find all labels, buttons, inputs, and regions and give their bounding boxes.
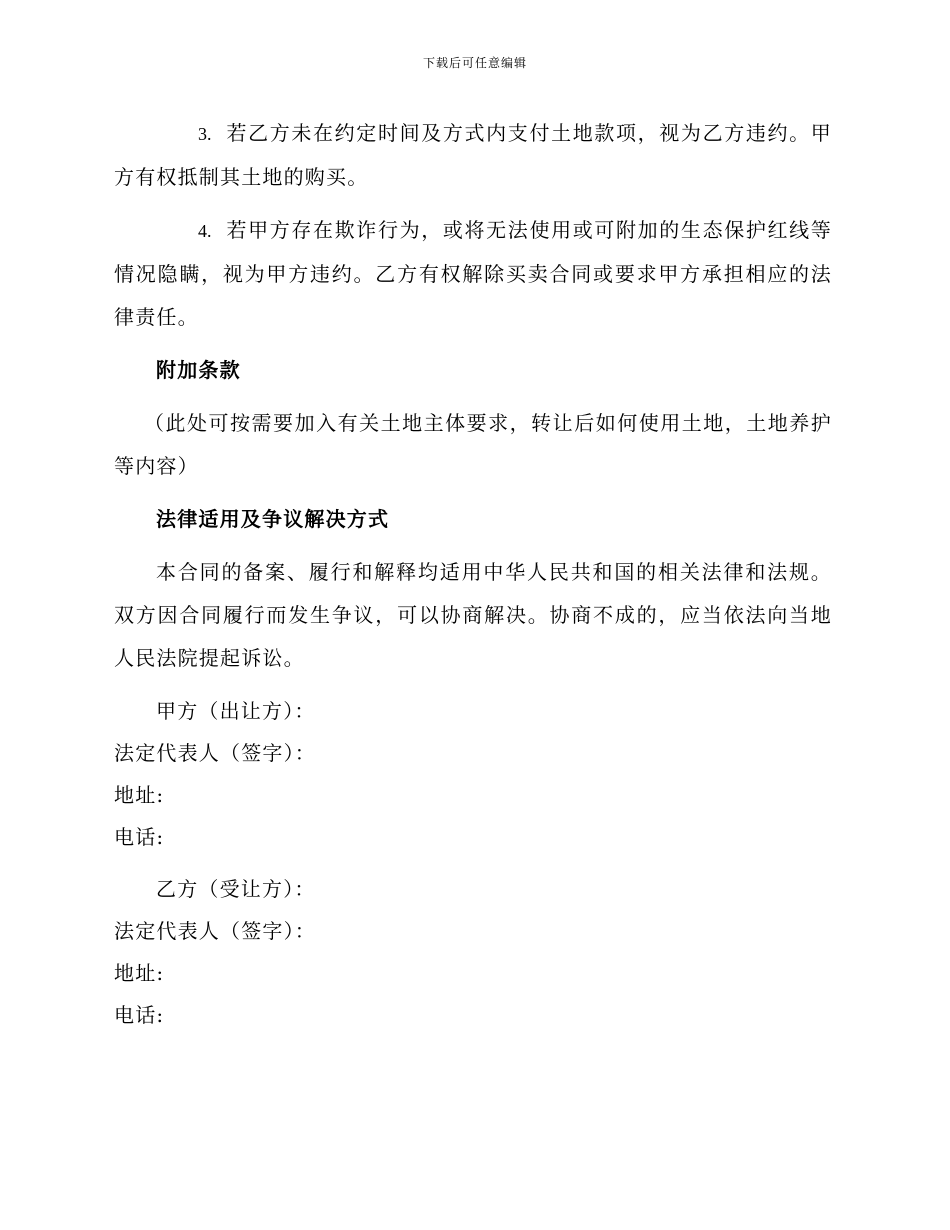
- party-b-title: 乙方（受让方）：: [156, 877, 316, 901]
- clause-number: 3.: [198, 124, 212, 144]
- party-a-title: 甲方（出让方）：: [156, 699, 316, 723]
- party-b-phone: 电话:: [114, 1003, 165, 1027]
- clause-text: 若甲方存在欺诈行为，或将无法使用或可附加的生态保护红线等情况隐瞒，视为甲方违约。乙方有权解除买卖合同或要求甲方承担相应的法律责任。: [114, 218, 832, 329]
- party-b-signature-block: [114, 868, 832, 1036]
- page-header: 下载后可任意编辑: [422, 56, 527, 70]
- law-text: 本合同的备案、履行和解释均适用中华人民共和国的相关法律和法规。双方因合同履行而发生争议，可以协商解决。协商不成的，应当依法向当地人民法院提起诉讼。: [114, 560, 832, 670]
- additional-terms-text: （此处可按需要加入有关土地主体要求，转让后如何使用土地，土地养护等内容）: [114, 411, 832, 478]
- clause-3: [114, 112, 832, 199]
- party-a-representative: 法定代表人（签字）：: [114, 741, 316, 765]
- party-b-representative: 法定代表人（签字）：: [114, 919, 316, 943]
- law-heading: 法律适用及争议解决方式: [156, 507, 390, 531]
- additional-terms-heading: 附加条款: [156, 358, 241, 382]
- party-a-phone: 电话:: [114, 825, 165, 849]
- document-body: [114, 112, 832, 1046]
- party-a-address: 地址:: [114, 783, 165, 807]
- clause-text: 若乙方未在约定时间及方式内支付土地款项，视为乙方违约。甲方有权抵制其土地的购买。: [114, 121, 832, 189]
- clause-4: [114, 209, 832, 339]
- party-a-signature-block: [114, 690, 832, 858]
- party-b-address: 地址:: [114, 961, 165, 985]
- clause-number: 4.: [198, 221, 212, 241]
